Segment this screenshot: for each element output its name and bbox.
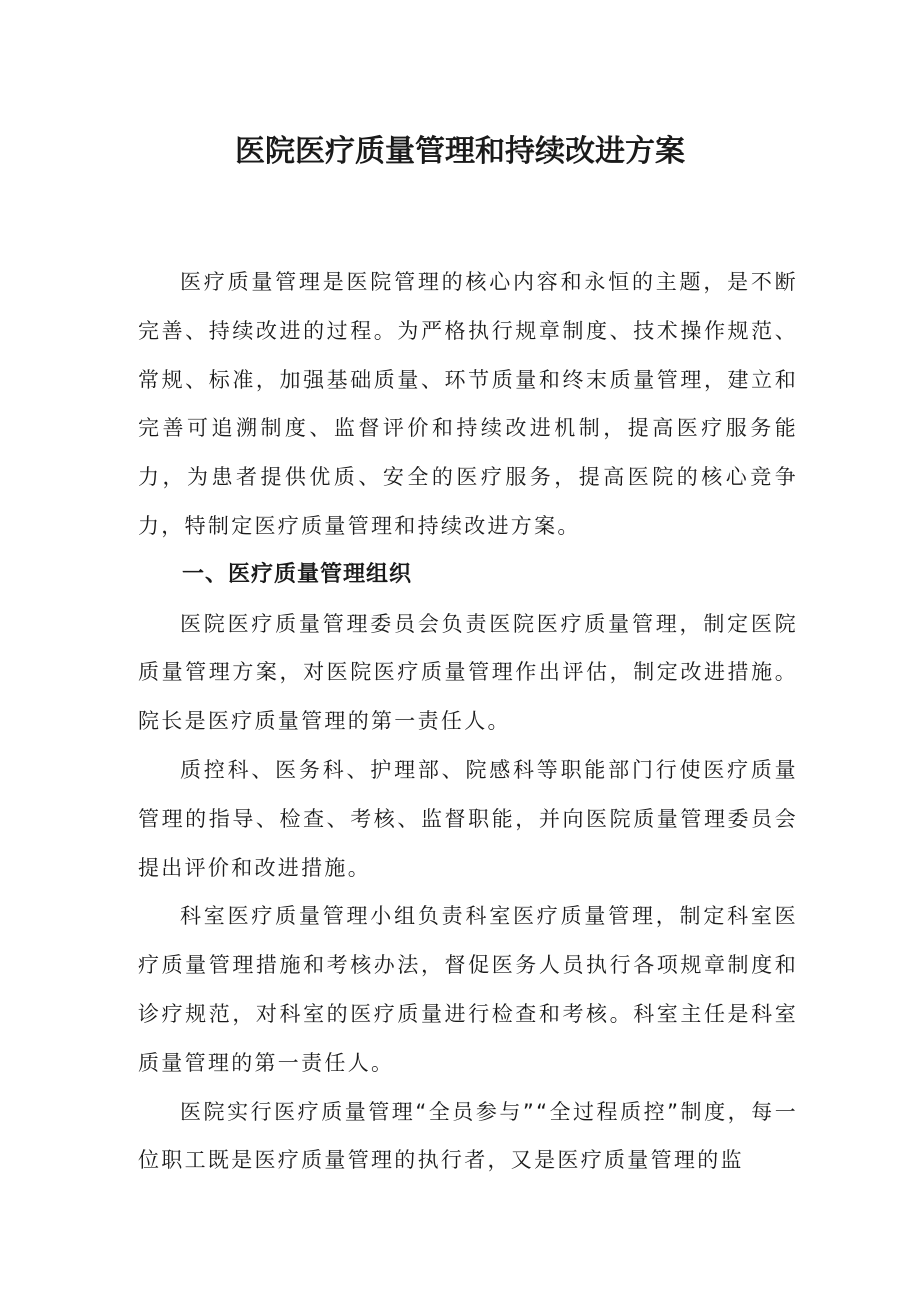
body-paragraph: 医院医疗质量管理委员会负责医院医疗质量管理，制定医院质量管理方案，对医院医疗质量管理作出评估，制定改进措施。院长是医疗质量管理的第一责任人。 xyxy=(138,611,798,734)
intro-paragraph: 医疗质量管理是医院管理的核心内容和永恒的主题，是不断完善、持续改进的过程。为严格执行规章制度、技术操作规范、常规、标准，加强基础质量、环节质量和终末质量管理，建立和完善可追溯制度、监督评价和持续改进机制，提高医疗服务能力，为患者提供优质、安全的医疗服务，提高医院的核心竞争力，特制定医疗质量管理和持续改进方案。 xyxy=(138,270,798,538)
document-body xyxy=(138,258,798,1185)
body-paragraph: 质控科、医务科、护理部、院感科等职能部门行使医疗质量管理的指导、检查、考核、监督职能，并向医院质量管理委员会提出评价和改进措施。 xyxy=(138,757,798,880)
body-paragraph: 科室医疗质量管理小组负责科室医疗质量管理，制定科室医疗质量管理措施和考核办法，督促医务人员执行各项规章制度和诊疗规范，对科室的医疗质量进行检查和考核。科室主任是科室质量管理的第一责任人。 xyxy=(138,904,798,1075)
document-title: 医院医疗质量管理和持续改进方案 xyxy=(235,134,685,169)
body-paragraph: 医院实行医疗质量管理“全员参与”“全过程质控”制度，每一位职工既是医疗质量管理的执行者，又是医疗质量管理的监 xyxy=(138,1099,798,1173)
section-heading: 一、医疗质量管理组织 xyxy=(182,561,413,587)
